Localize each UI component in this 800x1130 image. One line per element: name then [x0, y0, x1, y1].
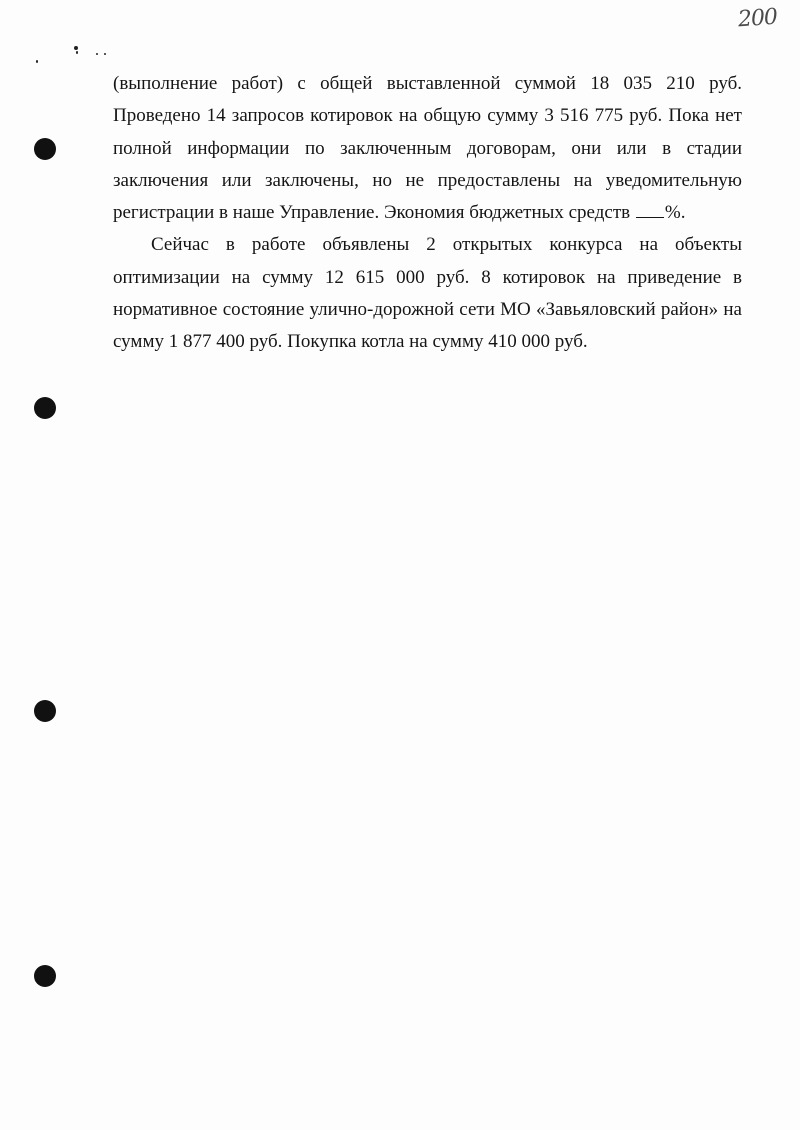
punch-hole — [34, 700, 56, 722]
paragraph-1-percent: %. — [664, 202, 686, 224]
body-text — [113, 68, 742, 359]
punch-hole — [34, 965, 56, 987]
punch-hole — [34, 397, 56, 419]
paragraph-1-text: (выполнение работ) с общей выставленной суммой 18 035 210 руб. Проведено 14 запросов котировок на общую сумму 3 516 775 руб. Пока нет полной информации по заключенным договорам, они или в стадии заключения или заключены, но не предоставлены на уведомительную регистрации в наше Управление. Экономия бюджетных средств — [113, 73, 742, 224]
paragraph-2: Сейчас в работе объявлены 2 открытых конкурса на объекты оптимизации на сумму 12 615 000 руб. 8 котировок на приведение в нормативное состояние улично-дорожной сети МО «Завьяловский район» на сумму 1 877 400 руб. Покупка котла на сумму 410 000 руб. — [113, 234, 742, 353]
paragraph-1 — [113, 68, 742, 229]
scan-speck — [74, 46, 78, 50]
fill-in-blank — [636, 216, 664, 218]
scan-speck — [76, 51, 78, 54]
punch-hole — [34, 138, 56, 160]
handwritten-page-number: 200 — [737, 4, 778, 33]
scan-speck — [36, 60, 38, 63]
scan-speck — [96, 53, 98, 55]
scan-speck — [104, 53, 106, 55]
